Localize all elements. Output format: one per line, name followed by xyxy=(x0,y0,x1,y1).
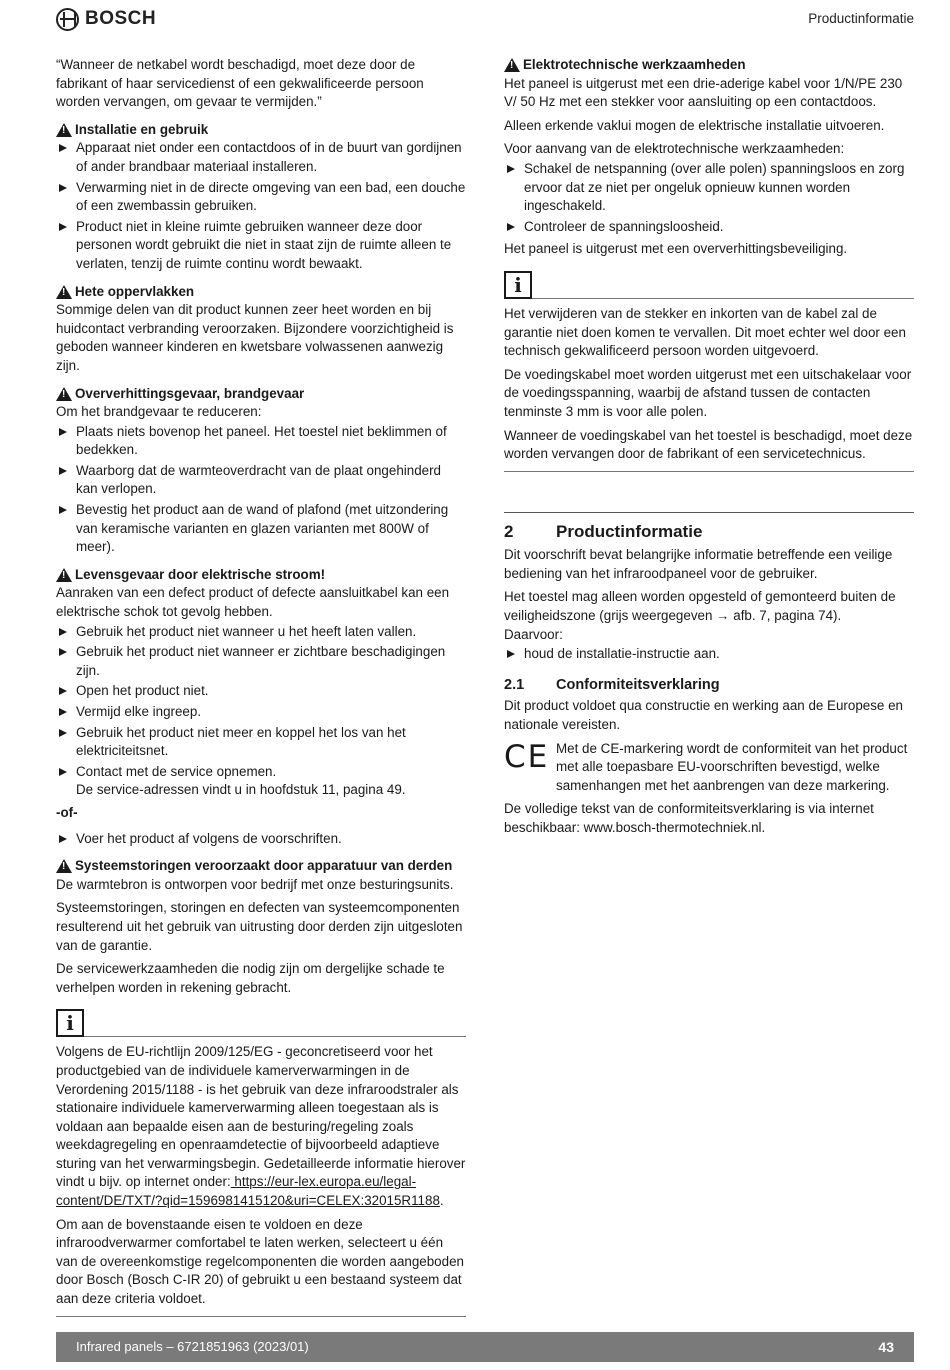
section2-p1: Dit voorschrift bevat belangrijke informatie betreffende een veilige bediening van het infraroodpaneel voor de gebruiker. xyxy=(504,547,893,581)
info-p3: Wanneer de voedingskabel van het toestel is beschadigd, moet deze worden vervangen door de fabrikant of een servicetechnicus. xyxy=(504,427,913,462)
list-item: Gebruik het product niet wanneer u het heeft laten vallen. xyxy=(56,623,466,642)
info-p1-text: Volgens de EU-richtlijn 2009/125/EG - geconcretiseerd voor het productgebied van de individuele kamerverwarmingen in de Verordening 2015/1188 - is het gebruik van deze infraroodstraler als stationaire individuele kamerverwarming alleen toegestaan als is voldaan aan bepaalde eisen aan de besturing/regeling zoals weekdagregeling en openraamdetectie of bijvoorbeeld adaptieve sturing van het verwarmingsbegin. Gedetailleerde informatie hierover vindt u bijv. op internet onder: xyxy=(56,1044,466,1190)
warning-icon xyxy=(56,568,72,582)
list-item xyxy=(56,763,466,800)
section21-p1: Dit product voldoet qua constructie en werking aan de Europese en nationale vereisten. xyxy=(504,698,903,733)
warning-title: Systeemstoringen veroorzaakt door apparatuur van derden xyxy=(75,858,453,874)
section-number: 2 xyxy=(504,521,514,541)
list-item: Verwarming niet in de directe omgeving van een bad, een douche of een zwembassin gebruiken. xyxy=(56,179,466,216)
system-p1: De warmtebron is ontworpen voor bedrijf met onze besturingsunits. xyxy=(56,876,454,892)
list-item-text: Contact met de service opnemen. xyxy=(76,763,277,779)
elec-p4: Het paneel is uitgerust met een oververhittingsbeveiliging. xyxy=(504,241,848,257)
warning-icon xyxy=(56,123,72,137)
page-header xyxy=(56,8,914,34)
service-note: De service-adressen vindt u in hoofdstuk 11, pagina 49. xyxy=(76,782,406,798)
install-list xyxy=(56,139,466,273)
info-p1: Volgens de EU-richtlijn 2009/125/EG - geconcretiseerd voor het productgebied van de individuele kamerverwarmingen in de Verordening 2015/1188 - is het gebruik van deze infraroodstraler als stationaire individuele kamerverwarming alleen toegestaan als is voldaan aan bepaalde eisen aan de besturing/regeling zoals weekdagregeling en openraamdetectie of bijvoorbeeld adaptieve sturing van het verwarmingsbegin. Gedetailleerde informatie hierover vindt u bijv. op internet onder: https://eur-lex.europa.eu/legal-content/DE/TXT/?qid=1596981415120&uri=CELEX:32015R1188. xyxy=(56,1044,466,1209)
info-p2: Om aan de bovenstaande eisen te voldoen en deze infraroodverwarmer comfortabel te laten werken, selecteert u één van de overeenkomstige regelcomponenten die worden aangeboden door Bosch (Bosch C-IR 20) of gebruikt u een bestaand systeem dat aan deze criteria voldoet. xyxy=(56,1216,464,1307)
warning-fire xyxy=(56,385,466,404)
list-item: Plaats niets bovenop het paneel. Het toestel niet beklimmen of bedekken. xyxy=(56,423,466,460)
hot-text: Sommige delen van dit product kunnen zeer heet worden en bij huidcontact verbranding veroorzaken. Bijzondere voorzichtigheid is geboden wanneer kinderen en kwetsbare volwassenen aanwezig zijn. xyxy=(56,302,454,373)
shock-list xyxy=(56,623,466,800)
warning-icon xyxy=(56,285,72,299)
bosch-logo xyxy=(56,8,156,31)
system-p3: De servicewerkzaamheden die nodig zijn om dergelijke schade te verhelpen worden in rekening gebracht. xyxy=(56,961,445,995)
info-box-left xyxy=(56,1009,466,1316)
fire-intro: Om het brandgevaar te reduceren: xyxy=(56,404,262,420)
warning-elec xyxy=(504,56,914,75)
info-icon: i xyxy=(504,271,532,299)
list-item: Product niet in kleine ruimte gebruiken wanneer deze door personen wordt gebruikt die niet in staat zijn de ruimte alleen te verlaten, tenzij de ruimte continu wordt bewaakt. xyxy=(56,218,466,274)
left-column xyxy=(56,56,466,1317)
warning-icon xyxy=(56,859,72,873)
info-icon: i xyxy=(56,1009,84,1037)
warning-title: Installatie en gebruik xyxy=(75,121,209,137)
list-item: Gebruik het product niet wanneer er zichtbare beschadigingen zijn. xyxy=(56,643,466,680)
list-item: Gebruik het product niet meer en koppel het los van het elektriciteitsnet. xyxy=(56,724,466,761)
footer-doc: Infrared panels – 6721851963 (2023/01) xyxy=(76,1338,309,1354)
warning-icon xyxy=(504,58,520,72)
page-number: 43 xyxy=(878,1338,894,1355)
logo-text: BOSCH xyxy=(85,8,157,30)
section-title: Productinformatie xyxy=(556,521,703,541)
or-separator: -of- xyxy=(56,804,78,820)
section-divider xyxy=(504,512,914,513)
section-label: Productinformatie xyxy=(808,11,914,26)
ce-text: Met de CE-markering wordt de conformiteit van het product met alle toepasbare EU-voorschriften bevestigd, welke samenhangen met het aanbrengen van deze markering. xyxy=(556,740,908,793)
warning-title: Hete oppervlakken xyxy=(75,283,195,299)
elec-p2: Alleen erkende vaklui mogen de elektrische installatie uitvoeren. xyxy=(504,117,885,133)
warning-icon xyxy=(56,387,72,401)
bosch-armature-icon xyxy=(56,8,79,31)
shock-intro: Aanraken van een defect product of defecte aansluitkabel kan een elektrische schok tot gevolg hebben. xyxy=(56,585,450,620)
fire-list xyxy=(56,423,466,557)
list-item: houd de installatie-instructie aan. xyxy=(504,645,914,664)
warning-title: Elektrotechnische werkzaamheden xyxy=(523,57,746,72)
elec-p1: Het paneel is uitgerust met een drie-aderige kabel voor 1/N/PE 230 V/ 50 Hz met een stekker voor aansluiting op een contactdoos. xyxy=(504,75,903,110)
section-number: 2.1 xyxy=(504,676,525,693)
list-item: Open het product niet. xyxy=(56,682,466,701)
section-title: Conformiteitsverklaring xyxy=(556,676,720,693)
section2-p2: Het toestel mag alleen worden opgesteld of gemonteerd buiten de veiligheidszone (grijs weergegeven → afb. 7, pagina 74). xyxy=(504,589,896,624)
list-item: Schakel de netspanning (over alle polen) spanningsloos en zorg ervoor dat ze niet per ongeluk opnieuw kunnen worden ingeschakeld. xyxy=(504,160,914,216)
list-item: Voer het product af volgens de voorschriften. xyxy=(56,830,466,849)
warning-title: Levensgevaar door elektrische stroom! xyxy=(75,566,326,582)
section2-p3: Daarvoor: xyxy=(504,626,563,642)
quote-paragraph: “Wanneer de netkabel wordt beschadigd, moet deze door de fabrikant of haar servicedienst of een gekwalificeerde persoon worden vervangen, om gevaar te vermijden.” xyxy=(56,57,424,110)
page-footer xyxy=(56,1332,914,1362)
warning-system xyxy=(56,857,466,876)
list-item: Vermijd elke ingreep. xyxy=(56,703,466,722)
system-p2: Systeemstoringen, storingen en defecten van systeemcomponenten resulterend uit het gebruik van uitrusting door derden zijn uitgesloten van de garantie. xyxy=(56,900,463,953)
section-2-1-heading xyxy=(504,676,914,695)
list-item: Controleer de spanningsloosheid. xyxy=(504,218,914,237)
section-2-heading xyxy=(504,523,914,542)
shock-alt-list xyxy=(56,830,466,849)
ce-mark-icon: CE xyxy=(504,738,550,775)
ce-block xyxy=(504,740,914,796)
info-p2: De voedingskabel moet worden uitgerust met een uitschakelaar voor de voedingsspanning, waarbij de afstand tussen de contacten tenminste 3 mm is voor alle polen. xyxy=(504,366,912,419)
right-column xyxy=(504,56,914,843)
info-p1: Het verwijderen van de stekker en inkorten van de kabel zal de garantie niet doen komen te vervallen. Dit moet echter wel door een technisch gekwalificeerd persoon worden uitgevoerd. xyxy=(504,305,906,359)
section2-list xyxy=(504,645,914,664)
section21-p2: De volledige tekst van de conformiteitsverklaring is via internet beschikbaar: www.bosch-thermotechniek.nl. xyxy=(504,801,874,835)
elec-p3: Voor aanvang van de elektrotechnische werkzaamheden: xyxy=(504,141,845,157)
list-item: Bevestig het product aan de wand of plafond (met uitzondering van keramische varianten en glazen varianten met 800W of meer). xyxy=(56,501,466,557)
warning-shock xyxy=(56,566,466,585)
warning-install xyxy=(56,121,466,140)
list-item: Apparaat niet onder een contactdoos of in de buurt van gordijnen of ander brandbaar materiaal installeren. xyxy=(56,139,466,176)
elec-list xyxy=(504,160,914,236)
warning-title: Oververhittingsgevaar, brandgevaar xyxy=(75,385,305,401)
eur-lex-link[interactable]: https://eur-lex.europa.eu/legal-content/DE/TXT/?qid=1596981415120&uri=CELEX:32015R1188 xyxy=(56,1174,440,1209)
list-item: Waarborg dat de warmteoverdracht van de plaat ongehinderd kan verlopen. xyxy=(56,462,466,499)
info-box-right xyxy=(504,271,914,472)
warning-hot xyxy=(56,283,466,302)
